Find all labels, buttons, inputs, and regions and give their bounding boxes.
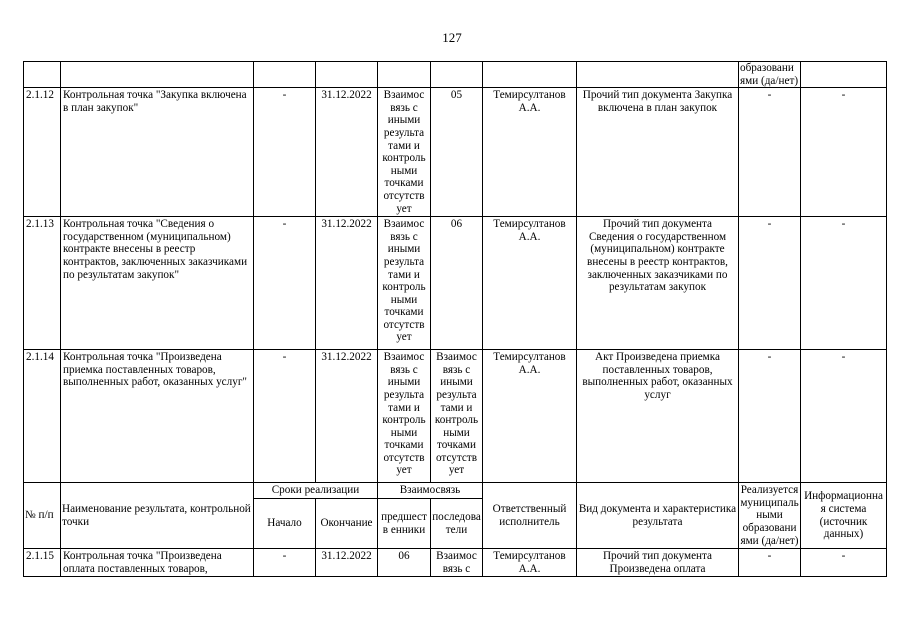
page-number: 127 xyxy=(442,30,462,45)
document-type: Прочий тип документа Произведена оплата xyxy=(577,549,739,577)
info-system: - xyxy=(801,217,887,350)
header-row xyxy=(24,483,887,499)
header-doc-type: Вид документа и характеристика результата xyxy=(577,483,739,549)
predecessors: Взаимос вязь с иными результа тами и контроль ными точками отсутств ует xyxy=(378,217,431,350)
predecessors: Взаимос вязь с иными результа тами и контроль ными точками отсутств ует xyxy=(378,350,431,483)
realized-flag: - xyxy=(739,88,801,217)
successors: 05 xyxy=(431,88,483,217)
predecessors: Взаимос вязь с иными результа тами и контроль ными точками отсутств ует xyxy=(378,88,431,217)
header-responsible: Ответственный исполнитель xyxy=(483,483,577,549)
table-row xyxy=(24,217,887,350)
end-date: 31.12.2022 xyxy=(316,549,378,577)
realized-flag: - xyxy=(739,350,801,483)
continuation-row xyxy=(24,62,887,88)
info-system: - xyxy=(801,350,887,483)
header-relation: Взаимосвязь xyxy=(378,483,483,499)
info-system: - xyxy=(801,88,887,217)
document-type: Акт Произведена приемка поставленных товаров, выполненных работ, оказанных услуг xyxy=(577,350,739,483)
responsible: Темирсултанов А.А. xyxy=(483,549,577,577)
start-date: - xyxy=(254,217,316,350)
header-successors: последова тели xyxy=(431,499,483,549)
row-number: 2.1.14 xyxy=(24,350,61,483)
start-date: - xyxy=(254,88,316,217)
header-end: Окончание xyxy=(316,499,378,549)
responsible: Темирсултанов А.А. xyxy=(483,350,577,483)
end-date: 31.12.2022 xyxy=(316,217,378,350)
row-number: 2.1.15 xyxy=(24,549,61,577)
table-row xyxy=(24,88,887,217)
document-type: Прочий тип документа Закупка включена в план закупок xyxy=(577,88,739,217)
end-date: 31.12.2022 xyxy=(316,88,378,217)
header-realized: Реализуется муниципаль ными образовани ями (да/нет) xyxy=(739,483,801,549)
start-date: - xyxy=(254,350,316,483)
results-table xyxy=(23,61,887,577)
predecessors: 06 xyxy=(378,549,431,577)
result-name: Контрольная точка "Закупка включена в план закупок" xyxy=(61,88,254,217)
result-name: Контрольная точка "Произведена оплата поставленных товаров, xyxy=(61,549,254,577)
result-name: Контрольная точка "Произведена приемка поставленных товаров, выполненных работ, оказанных услуг" xyxy=(61,350,254,483)
table-row xyxy=(24,350,887,483)
responsible: Темирсултанов А.А. xyxy=(483,217,577,350)
info-system: - xyxy=(801,549,887,577)
end-date: 31.12.2022 xyxy=(316,350,378,483)
header-predecessors: предшеств енники xyxy=(378,499,431,549)
header-result-name: Наименование результата, контрольной точки xyxy=(61,483,254,549)
start-date: - xyxy=(254,549,316,577)
header-number: № п/п xyxy=(24,483,61,549)
row-number: 2.1.13 xyxy=(24,217,61,350)
header-info-system: Информационна я система (источник данных) xyxy=(801,483,887,549)
document-type: Прочий тип документа Сведения о государственном (муниципальном) контракте внесены в реестр контрактов, заключенных заказчиками по результатам закупок xyxy=(577,217,739,350)
header-terms: Сроки реализации xyxy=(254,483,378,499)
realized-flag: - xyxy=(739,217,801,350)
successors: 06 xyxy=(431,217,483,350)
result-name: Контрольная точка "Сведения о государственном (муниципальном) контракте внесены в реестр контрактов, заключенных заказчиками по результатам закупок" xyxy=(61,217,254,350)
row-number: 2.1.12 xyxy=(24,88,61,217)
responsible: Темирсултанов А.А. xyxy=(483,88,577,217)
realized-continuation: образовани ями (да/нет) xyxy=(739,62,801,88)
successors: Взаимос вязь с иными результа тами и контроль ными точками отсутств ует xyxy=(431,350,483,483)
successors: Взаимос вязь с xyxy=(431,549,483,577)
header-start: Начало xyxy=(254,499,316,549)
table-row xyxy=(24,549,887,577)
realized-flag: - xyxy=(739,549,801,577)
